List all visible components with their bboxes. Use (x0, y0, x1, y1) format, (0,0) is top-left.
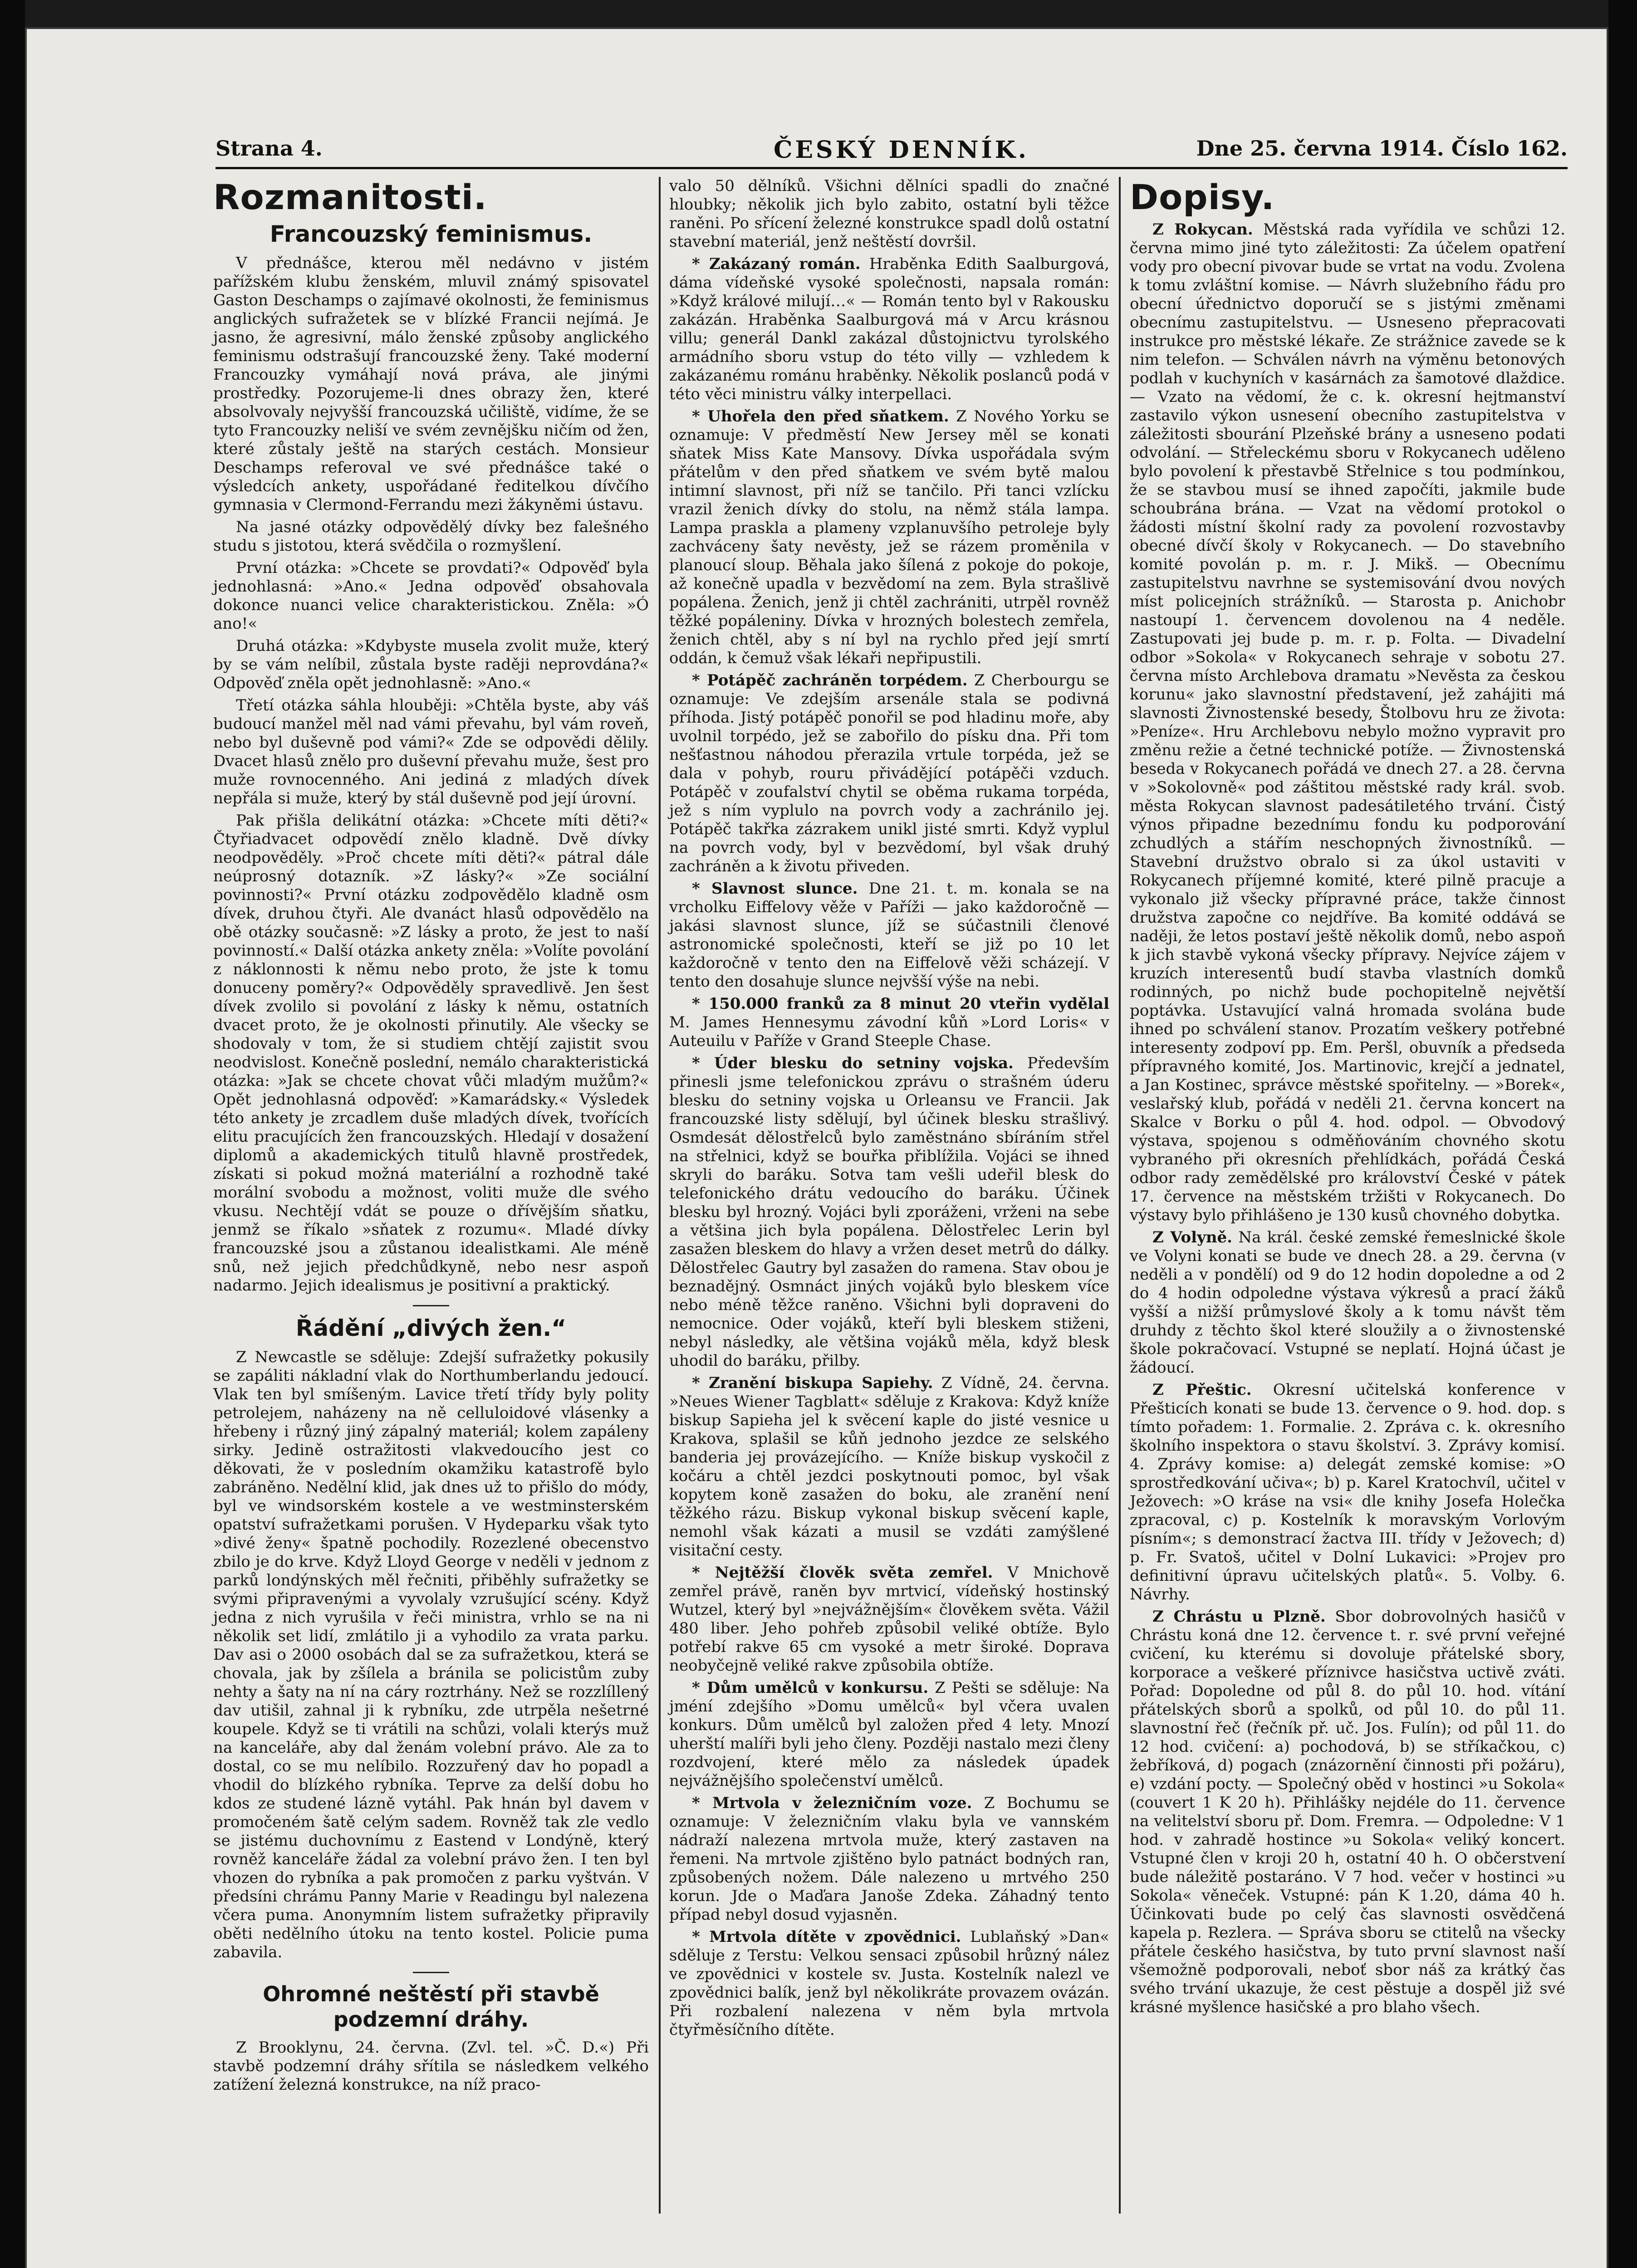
section-title: Rozmanitosti. (213, 177, 487, 217)
news-item (669, 255, 1109, 404)
news-item-text: Sbor dobrovolných hasičů v Chrástu koná dne 12. července t. r. své první veřejné cvičení, ku kterému si dovoluje přátelské sbory, korporace a veškeré příznivce hasičstva uctivě zváti. Pořad: Dopoledne od půl 8. do půl 10. hod. vítání přátelských sborů a spolků, od půl 10. do půl 11. slavnostní řeč (řečník př. uč. Jos. Fulín); od půl 11. do 12 hod. cvičení: a) pochodová, b) se stříkačkou, c) žebříková, d) pogach (znázornění činnosti při požáru), e) vzdání pocty. — Společný oběd v hostinci »u Sokola« (couvert 1 K 20 h). Přihlášky nejdéle do 11. července na velitelství sboru př. Dom. Fremra. — Odpoledne: V 1 hod. v zahradě hostince »u Sokola« veliký koncert. Vstupné člen v kroji 20 h, ostatní 40 h. O občerstvení bude náležitě postaráno. V 7 hod. večer v hostinci »u Sokola« věneček. Vstupné: pán K 1.20, dáma 40 h. Účinkovati bude po celý čas slavnosti osvědčená kapela p. Rezlera. — Správa sboru se ctitelů na všecky přátele českého hasičstva, by tuto první slavnost naší všemožně podporovali, neboť sbor náš za krátký čas svého trvání ukazuje, že cest pěstuje a dospěl již své krásné myšlence hasičské a pro blaho všech. (1130, 1608, 1565, 2016)
news-item-text: Z Pešti se sděluje: Na jméní zdejšího »Domu umělců« byl včera uvalen konkurs. Dům umělců byl založen před 4 lety. Mnozí uherští malíři byli jeho členy. Později nastalo mezi členy rozdvojení, které mělo za následek úpadek nejvážnějšího společenství umělců. (669, 1679, 1110, 1790)
news-item-text: V Mnichově zemřel právě, raněn byv mrtvicí, vídeňský hostinský Wutzel, který byl »nejvážnějším« člověkem světa. Vážil 480 liber. Jeho pohřeb způsobil veliké obtíže. Bylo potřebí rakve 65 cm vysoké a metr široké. Doprava neobyčejně veliké rakve způsobila obtíže. (669, 1564, 1110, 1675)
news-item-lead: * Potápěč zachráněn torpédem. (692, 671, 968, 689)
news-item (1130, 220, 1565, 1225)
news-item-lead: * Mrtvola dítěte v zpovědnici. (692, 1928, 961, 1946)
paragraph: Na jasné otázky odpovědělý dívky bez falešného studu s jistotou, která svědčila o rozmyšlení. (213, 518, 649, 555)
news-item-text: Dne 21. t. m. konala se na vrcholku Eiffelovy věže v Paříži — jako každoročně — jakási slavnost slunce, jíž se súčastnili členové astronomické společnosti, kteří se již po 10 let každoročně v tento den na Eiffelově věži scházejí. V tento den dosahuje slunce nejvšší výše na nebi. (669, 880, 1110, 991)
news-item-text: M. James Hennesymu závodní kůň »Lord Loris« v Auteuilu v Paříže v Grand Steeple Chase. (669, 1013, 1109, 1050)
news-item (1130, 1608, 1565, 2017)
news-item-text: Hraběnka Edith Saalburgová, dáma vídeňské vysoké společnosti, napsala román: »Když králové milují…« — Román tento byl v Rakousku zakázán. Hraběnka Saalburgová má v Arcu krásnou villu; generál Dankl zakázal důstojnictvu tyrolského armádního sboru vstup do této villy — vzhledem k zakázanému románu hraběnky. Několik poslanců podá v této věci ministru války interpellaci. (669, 255, 1110, 403)
news-item-text: Z Vídně, 24. června. »Neues Wiener Tagblatt« sděluje z Krakova: Když kníže biskup Sapieha jel k svěcení kaple do jisté vesnice u Krakova, splašil se kůň jednoho jezdce ze selského banderia jej provázejícího. — Kníže biskup vyskočil z kočáru a chtěl jezdci poskytnouti pomoc, byl však kopytem koně zasažen do boku, ale zranění není těžkého rázu. Biskup vykonal biskup svěcení kaple, nemohl však kázati a musil se vzdáti zamýšlené visitační cesty. (669, 1374, 1109, 1559)
news-item-lead: * Mrtvola v železničním voze. (692, 1794, 972, 1812)
paragraph: V přednášce, kterou měl nedávno v jistém pařížském klubu ženském, mluvil známý spisovatel Gaston Deschamps o zajímavé okolnosti, že feminismus anglických sufražetek se v blízké Francii nejímá. Je jasno, že agresivní, málo ženské způsoby anglického feminismu odstrašují francouzské ženy. Také moderní Francouzky vymáhají nová práva, ale jinými prostředky. Pozorujeme-li dnes obrazy žen, které absolvovaly nejvyšší francouzská učiliště, vidíme, že se tyto Francouzky neliší ve svém zevnějšku ničím od žen, které zůstaly ještě na starých cestách. Monsieur Deschamps referoval ve své přednášce také o výsledcích ankety, uspořádané ředitelkou dívčího gymnasia v Clermond-Ferrandu mezi žákyněmi ústavu. (213, 254, 649, 514)
news-item-text: Především přinesli jsme telefonickou zprávu o strašném úderu blesku do setniny vojska u Orleansu ve Francii. Jak francouzské listy sdělují, byl účinek blesku strašlivý. Osmdesát dělostřelců bylo zaměstnáno sbíráním střel na střelnici, když se bouřka přiblížila. Vojáci se ihned skryli do baráku. Sotva tam vešli udeřil blesk do telefonického drátu vedoucího do baráku. Účinek blesku byl hrozný. Vojáci byli zporáženi, vrženi na sebe a většina jich byla popálena. Dělostřelec Lerin byl zasažen bleskem do hlavy a vržen deset metrů do dálky. Dělostřelec Gautry byl zasažen do ramena. Stav obou je beznadějný. Osmnáct jiných vojáků bylo bleskem více nebo méně těžce raněno. Všichni byli dopraveni do nemocnice. Oder vojáků, kteří byli bleskem stiženi, nebyl následky, ale většina vojáků měla, když blesk uhodil do baráku, přilby. (669, 1054, 1109, 1370)
left-dark-border (0, 0, 25, 2268)
news-item (669, 880, 1109, 991)
news-item (1130, 1228, 1565, 1377)
masthead-title: ČESKÝ DENNÍK. (774, 136, 1029, 164)
article-title: Francouzský feminismus. (270, 221, 593, 247)
news-item-text: Městská rada vyřídila ve schůzi 12. června mimo jiné tyto záležitosti: Za účelem opatření vody pro obecní pivovar bude se vrtat na vodu. Zvolena k tomu zvláštní komise. — Návrh služebního řádu pro obecní úřednictvo doporučí se s jistými změnami obecnímu zastupitelstvu. — Usneseno přepracovati instrukce pro městské lékaře. Ze strážnice zavede se k nim telefon. — Schválen návrh na výměnu betonových podlah v kuchyních v kasárnách za šamotové dlaždice. — Vzato na vědomí, že c. k. okresní hejtmanství zastavilo výkon usnesení obecního zastupitelstva v záležitosti sbourání Plzeňské brány a usneseno podati odvolání. — Střeleckému sboru v Rokycanech uděleno bylo povolení k přestavbě Střelnice s tou podmínkou, že se stavbou musí se ihned započíti, jakmile bude schoubrána brána. — Vzat na vědomí protokol o žádosti místní školní rady za povolení rozvostavby obecné dívčí školy v Rokycanech. — Do stavebního komité povolán p. m. r. J. Mikš. — Obecnímu zastupitelstvu navrhne se systemisování dvou nových míst policejních strážníků. — Starosta p. Anichobr nastoupí 1. červencem dovolenou na 4 neděle. Zastupovati jej bude p. m. r. p. Folta. — Divadelní odbor »Sokola« v Rokycanech sehraje v sobotu 27. června místo Archlebova dramatu »Nevěsta za českou korunu« jako slavnostní představení, jež zahájiti má slavnosti Živnostenské besedy, Štolbovu hru ze života: »Peníze«. Hru Archlebovu nebylo možno vypravit pro změnu režie a četné technické potíže. — Živnostenská beseda v Rokycanech pořádá ve dnech 27. a 28. června v »Sokolovně« pod záštitou městské rady král. svob. města Rokycan slavnost padesátiletého trvání. Čistý výnos připadne bezednímu fondu ku podporování zchudlých a stářím neschopných živnostníků. — Stavební družstvo obralo si za úkol ustaviti v Rokycanech příjemné komité, které pilně pracuje a vykonalo již všecky přípravné práce, takže činnost družstva započne co nejdříve. Ba komité oddává se naději, že letos postaví ještě několik domů, nebo aspoň k jich stavbě vykoná všecky přípravy. Nejvíce zájem v kruzích interesentů budí stavba vlastních domků rodinných, po nichž bude pochopitelně největší poptávka. Ustavující valná hromada svolána bude ihned po schválení stanov. Prozatím veškery potřebné interesenty zodpoví pp. Em. Peršl, obuvník a předseda přípravného komité, Jos. Martinovic, krejčí a jednatel, a Jan Kostinec, správce městské spořitelny. — »Borek«, veslařský klub, pořádá v neděli 21. června koncert na Skalce v Borku o půl 4. hod. odpol. — Obvodový výstava, spojenou s odměňováním chovného skotu vybraného při okresních přehlídkách, pořádá Česká odbor rady zemědělské pro království České v pátek 17. července na městském tržišti v Rokycanech. Do výstavy bylo přihlášeno je 130 kusů chovného dobytka. (1130, 220, 1565, 1224)
issue-date: Dne 25. června 1914. Číslo 162. (1196, 136, 1568, 161)
news-item-lead: Z Volyně. (1152, 1228, 1233, 1246)
news-item-lead: Z Přeštic. (1152, 1381, 1252, 1399)
column-divider-2 (1119, 177, 1121, 2214)
paragraph: První otázka: »Chcete se provdati?« Odpověď byla jednohlasná: »Ano.« Jedna odpověď obsahovala dokonce nuanci velice charakteristickou. Zněla: »Ó ano!« (213, 559, 649, 633)
news-item (1130, 1381, 1565, 1604)
paragraph: Z Brooklynu, 24. června. (Zvl. tel. »Č. D.«) Při stavbě podzemní dráhy sřítila se následkem velkého zatížení železná konstrukce, na níž praco- (213, 2038, 649, 2094)
column-dopisy (1130, 177, 1565, 2020)
article-separator (413, 1972, 449, 1973)
page-header (216, 136, 1568, 168)
news-item (669, 995, 1109, 1051)
column-news (669, 177, 1109, 2043)
news-item-text: valo 50 dělníků. Všichni dělníci spadli do značné hloubky; několik jich bylo zabito, ostatní byli těžce raněni. Po sřícení železné konstrukce spadl dolů ostatní stavební materiál, jenž neštěstí dovršil. (669, 177, 1109, 251)
news-item (669, 1374, 1109, 1560)
news-item (669, 671, 1109, 876)
right-dark-border (1608, 0, 1637, 2268)
news-item-text: Z Nového Yorku se oznamuje: V předměstí New Jersey měl se konati sňatek Miss Kate Mansovy. Dívka uspořádala svým přátelům v den před sňatkem ve svém bytě malou intimní slavnost, při níž se tančilo. Při tanci vzlícku vrazil ženich dívky do stolu, na němž stála lampa. Lampa praskla a plameny vzplanuvšího petroleje byly zachváceny šaty nevěsty, jež se rázem proměnila v planoucí sloup. Běhala jako šílená z pokoje do pokoje, až konečně upadla v bezvědomí na zem. Byla strašlivě popálena. Ženich, jenž ji chtěl zachrániti, utrpěl rovněž těžké popáleniny. Dívka v hrozných bolestech zemřela, ženich chtěl, aby s ní byl na rychlo před její smrtí oddán, k čemuž však lékaři nepřipustili. (669, 407, 1110, 667)
news-item-lead: * Úder blesku do setniny vojska. (692, 1054, 1014, 1072)
article-body (213, 254, 649, 1295)
news-item-lead: * Zranění biskupa Sapiehy. (692, 1374, 933, 1392)
article-title: Řádění „divých žen.“ (295, 1315, 567, 1341)
news-item (669, 1054, 1109, 1370)
news-item-lead: Z Rokycan. (1152, 220, 1253, 239)
paragraph: Pak přišla delikátní otázka: »Chcete míti děti?« Čtyřiadvacet odpovědí znělo kladně. Dvě dívky neodpověděly. »Proč chcete míti děti?« pátral dále neúprosný dotazník. »Z lásky?« »Ze sociální povinnosti?« První otázku zodpovědělo kladně osm dívek, druhou čtyři. Ale dvanáct hlasů odpovědělo na obě otázky současně: »Z lásky a proto, že jest to naší povinností.« Další otázka ankety zněla: »Volíte povolání z náklonnosti k němu nebo proto, že jste k tomu donuceny poměry?« Odpověděly spravedlivě. Jen šest dívek zvolilo si povolání z lásky k němu, ostatních dvacet proto, že je okolnosti přinutily. Ale všecky se shodovaly v tom, že si studiem chtějí zajistit svou neodvislost. Konečně poslední, nemálo charakteristická otázka: »Jak se chcete chovat vůči mladým mužům?« Opět jednohlasná odpověď: »Kamarádsky.« Výsledek této ankety je zrcadlem duše mladých dívek, tvořících elitu pracujících žen francouzských. Hledají v dosažení diplomů a akademických titulů hlavně prostředek, získati si pokud možná materiální a rozhodně také morální svobodu a možnost, voliti muže dle svého vkusu. Nechtějí vdát se pouze o dřívějším sňatku, jenmž se říkalo »sňatek z rozumu«. Mladé dívky francouzské jsou a zůstanou idealistkami. Ale méně snů, než jejich předchůdkyně, nebo nesr aspoň nadarmo. Jejich idealismus je positivní a praktický. (213, 811, 649, 1295)
news-item-text: Z Cherbourgu se oznamuje: Ve zdejším arsenále stala se podivná příhoda. Jistý potápěč ponořil se pod hladinu moře, aby uvolnil torpédo, jež se zabořilo do písku dna. Při tom nešťastnou náhodou přerazila vrtule torpéda, jež se dala v pohyb, rouru přivádějící potápěči vzduch. Potápěč v zoufalství chytil se oběma rukama torpéda, jež s ním vyplulo na povrch vody a zachránilo jej. Potápěč takřka zázrakem unikl jisté smrti. Když vyplul na povrch vody, byl v bezvědomí, byl však druhý zachráněn a k životu přiveden. (669, 671, 1109, 875)
column-divider-1 (659, 177, 661, 2214)
article-separator (413, 1305, 449, 1306)
section-title: Dopisy. (1130, 177, 1275, 217)
article-body (213, 2038, 649, 2094)
page-number: Strana 4. (216, 136, 323, 161)
news-item (669, 1928, 1109, 2039)
article-title: Ohromné neštěstí při stavbě podzemní dráhy. (263, 1982, 599, 2032)
article-body (213, 1348, 649, 1962)
letters-body (1130, 220, 1565, 2017)
paragraph: Z Newcastle se sděluje: Zdejší sufražetky pokusily se zapáliti nákladní vlak do Northumberlandu jedoucí. Vlak ten byl smíšeným. Lavice třetí třídy byly polity petrolejem, naházeny na ně celluloidové vlásenky a hřebeny i různý jiný zápalný materiál; kolem zapáleny sirky. Jedině ostražitosti vlakvedoucího jest co děkovati, že v posledním okamžiku katastrofě bylo zabráněno. Nedělní klid, jak dnes už to přišlo do módy, byl ve windsorském kostele a ve westminsterském opatství sufražetkami porušen. V Hydeparku však tyto »divé ženy« špatně pochodily. Rozezlené obecenstvo zbilo je do krve. Když Lloyd George v neděli v jednom z parků londýnských měl řečniti, přiběhly sufražetky se svými připravenými a vyvolaly vzrušující scény. Když jedna z nich vyrušila v řeči ministra, vrhlo se na ni několik set lidí, zmlátilo ji a vyhodilo za vrata parku. Dav asi o 2000 osobách dal se za sufražetkou, která se chovala, jak by zšílela a bránila se policistům zuby nehty a šaty na ní na cáry roztrhány. Než se rozzlíllený dav utišil, zahnal ji k rybníku, zde utrpěla nešetrné koupele. Když se ti vrátili na schůzi, volali kterýs muž na kanceláře, aby dal ženám volební právo. Ale za to dostal, co se mu nelíbilo. Rozzuřený dav ho popadl a vhodil do blízkého rybníka. Teprve za delší dobu ho kdos ze studené lázně vytáhl. Pak hnán byl davem v promočeném šatě celým sadem. Rovněž tak zle vedlo se jistému duchovnímu z Eastend v Londýně, který rovněž kanceláře žádal za volební právo žen. I ten byl vhozen do rybníka a pak promočen z parku vyštván. V předsíni chrámu Panny Marie v Readingu byl nalezena včera puma. Anonymním listem sufražetky připravily oběti nedělního útoku na tento kostel. Policie puma zabavila. (213, 1348, 649, 1961)
news-item-lead: * Dům umělců v konkursu. (692, 1679, 929, 1697)
news-item-lead: * Nejtěžší člověk světa zemřel. (692, 1564, 993, 1582)
news-item-text: Z Bochumu se oznamuje: V železničním vlaku byla ve vannském nádraží nalezena mrtvola muže, který zastaven na řemeni. Na mrtvole zjištěno bylo patnáct bodných ran, způsobených nožem. Dále nalezeno u mrtvého 250 korun. Jde o Maďara Janoše Zdeka. Záhadný tento případ nebyl dosud vyjasněn. (669, 1794, 1109, 1924)
news-item-text: Lublaňský »Dan« sděluje z Terstu: Velkou sensaci způsobil hrůzný nález ve zpovědnici v kostele sv. Justa. Kostelník nalezl ve zpovědnici balík, jenž byl několikráte provazem ovázán. Při rozbalení nalezena v něm byla mrtvola čtyřměsíčního dítěte. (669, 1928, 1109, 2039)
news-item (669, 1794, 1109, 1924)
news-item (669, 1564, 1109, 1675)
news-item-lead: * 150.000 franků za 8 minut 20 vteřin vydělal (692, 995, 1109, 1013)
news-item (669, 177, 1109, 251)
paragraph: Třetí otázka sáhla hlouběji: »Chtěla byste, aby váš budoucí manžel měl nad vámi převahu, byl vám roveň, nebo byl duševně pod vámi?« Zde se odpovědi dělily. Dvacet hlasů znělo pro duševní převahu muže, šest pro muže rovnocenného. Ani jediná z mladých dívek nepřála si muže, který by stál duševně pod její úrovní. (213, 696, 649, 807)
column-rozmanitosti (213, 177, 649, 2098)
header-rule (216, 167, 1568, 169)
news-item (669, 1679, 1109, 1790)
paragraph: Druhá otázka: »Kdybyste musela zvolit muže, který by se vám nelíbil, zůstala byste raději neprovdána?« Odpověď zněla opět jednohlasně: »Ano.« (213, 637, 649, 692)
news-item-lead: * Slavnost slunce. (692, 880, 858, 898)
news-item-lead: * Zakázaný román. (692, 255, 861, 273)
news-item-text: Na král. české zemské řemeslnické škole ve Volyni konati se bude ve dnech 28. a 29. června (v neděli a v pondělí) od 9 do 12 hodin dopoledne a od 2 do 4 hodin odpoledne výstava výkresů a prací žáků vyšší a nižší průmyslové školy a k tomu návšt těm druhdy z těchto škol které sloužily a o živnostenské škole pokračovací. Vstupné se neplatí. Hojná účast je žádoucí. (1130, 1228, 1565, 1377)
news-item-lead: Z Chrástu u Plzně. (1152, 1608, 1326, 1626)
news-item-text: Okresní učitelská konference v Přešticích konati se bude 13. července o 9. hod. dop. s tímto pořadem: 1. Formalie. 2. Zpráva c. k. okresního školního inspektora o stavu školství. 3. Zprávy komisí. 4. Zprávy komise: a) delegát zemské komise: »O sprostředkování učiva«; b) p. Karel Kratochvíl, učitel v Ježovech: »O kráse na vsi« dle knihy Josefa Holečka zpracoval, c) p. Kostelník k moravským Vorlovým písním«; s demonstrací žactva III. třídy v Ježovech; d) p. Fr. Svatoš, učitel v Dolní Lukavici: »Projev pro definitivní úpravu učitelských platů«. 5. Volby. 6. Návrhy. (1130, 1381, 1565, 1603)
news-item (669, 407, 1109, 668)
news-item-lead: * Uhořela den před sňatkem. (692, 407, 949, 425)
